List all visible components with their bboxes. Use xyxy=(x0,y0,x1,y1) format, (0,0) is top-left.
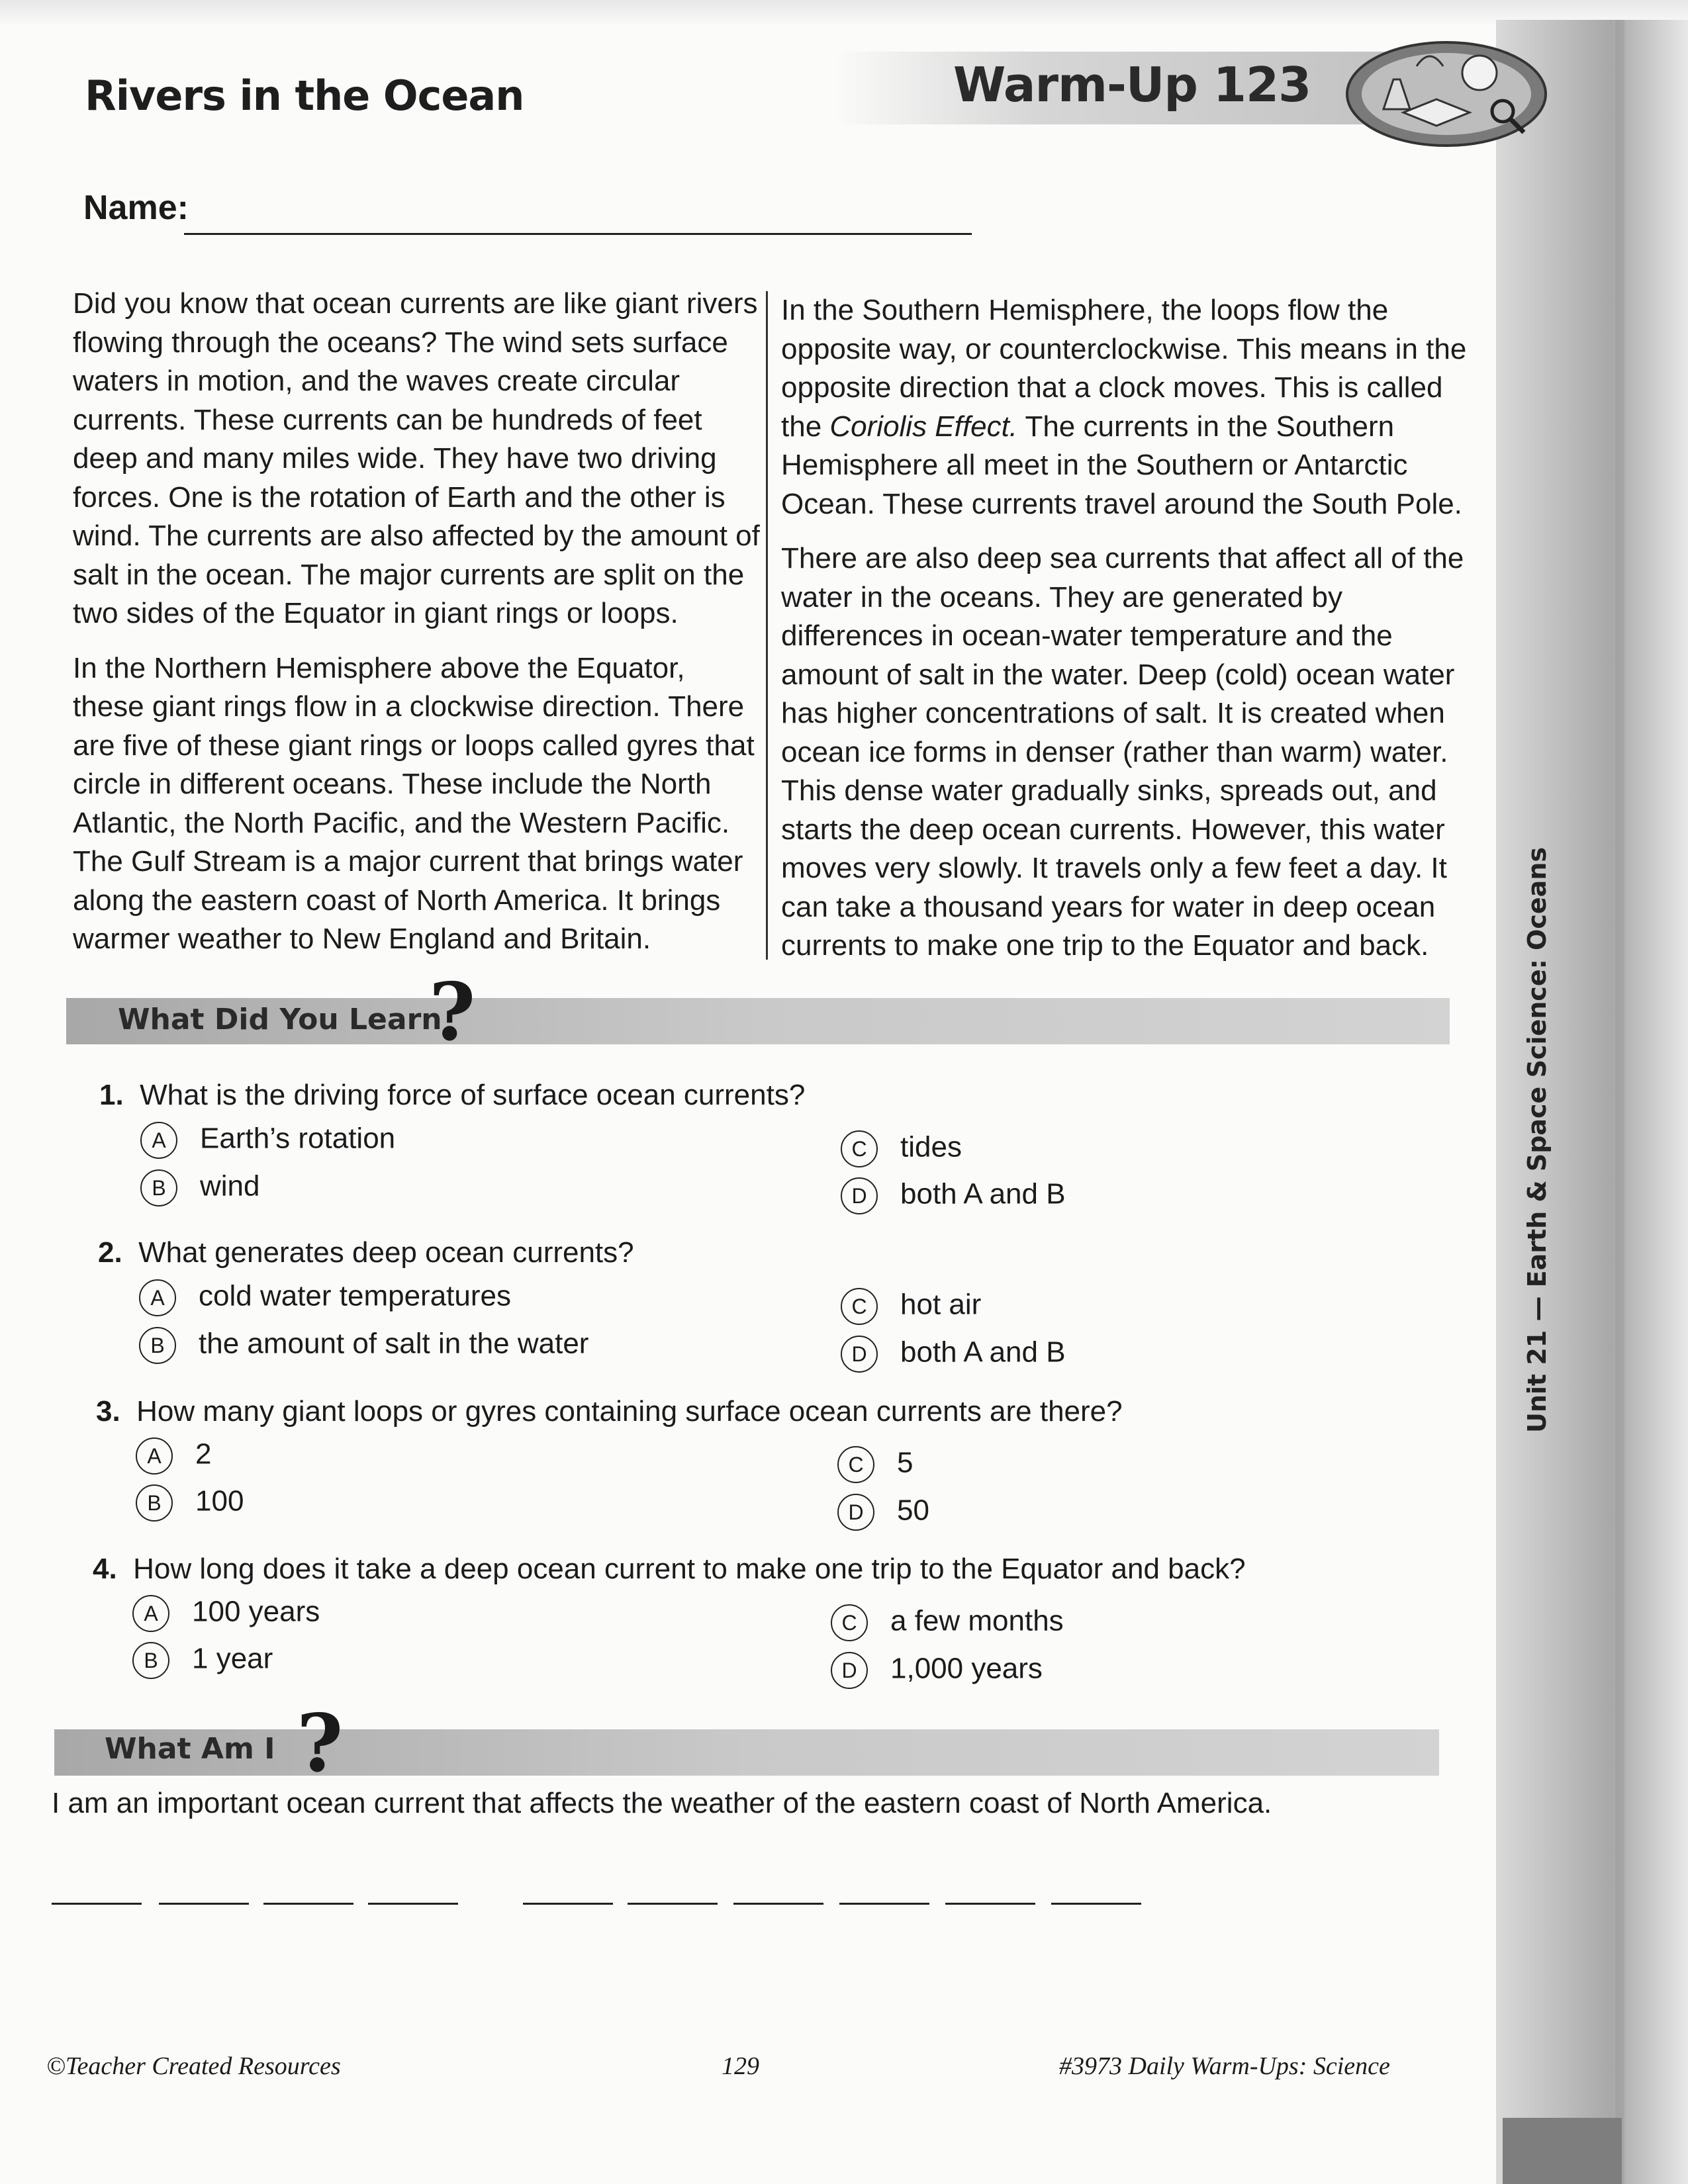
option-letter: C xyxy=(841,1130,878,1167)
option-text: wind xyxy=(200,1169,260,1203)
option-letter: B xyxy=(140,1169,177,1206)
option-letter: D xyxy=(841,1336,878,1373)
option-text: a few months xyxy=(890,1604,1064,1637)
answer-option[interactable] xyxy=(837,1494,929,1531)
option-text: both A and B xyxy=(900,1336,1066,1369)
answer-option[interactable] xyxy=(837,1446,913,1483)
option-letter: A xyxy=(140,1122,177,1159)
answer-blank[interactable] xyxy=(263,1903,353,1905)
question-2 xyxy=(98,1236,634,1269)
answer-blank[interactable] xyxy=(52,1903,142,1905)
option-letter: B xyxy=(139,1327,176,1364)
answer-option[interactable] xyxy=(132,1595,320,1632)
scan-top-edge xyxy=(0,0,1688,26)
passage-text: The currents in the Southern Hemisphere all meet in the Southern or Antarctic Ocean. These currents travel around the South Pole. xyxy=(781,410,1462,520)
option-text: 50 xyxy=(897,1494,929,1527)
answer-blank[interactable] xyxy=(159,1903,249,1905)
option-text: tides xyxy=(900,1130,962,1163)
answer-blank[interactable] xyxy=(523,1903,613,1905)
answer-option[interactable] xyxy=(841,1288,981,1325)
option-text: the amount of salt in the water xyxy=(199,1327,589,1360)
answer-option[interactable] xyxy=(831,1652,1043,1689)
warmup-label: Warm-Up 123 xyxy=(953,57,1311,113)
question-text: What generates deep ocean currents? xyxy=(138,1236,634,1269)
option-letter: B xyxy=(132,1642,169,1679)
question-1 xyxy=(99,1079,805,1112)
answer-blank[interactable] xyxy=(368,1903,458,1905)
am-i-section-title: What Am I xyxy=(105,1732,275,1766)
answer-option[interactable] xyxy=(140,1169,260,1206)
science-logo-icon xyxy=(1337,33,1556,152)
passage-paragraph: In the Northern Hemisphere above the Equator, these giant rings flow in a clockwise direction. There are five of these giant rings or loops called gyres that circle in different oceans. These include the North Atlantic, the North Pacific, and the Western Pacific. The Gulf Stream is a major current that brings water along the eastern coast of North America. It brings warmer weather to New England and Britain. xyxy=(73,651,755,955)
passage-term: Coriolis Effect. xyxy=(829,410,1018,443)
option-text: 5 xyxy=(897,1446,914,1479)
page-title: Rivers in the Ocean xyxy=(85,71,524,120)
answer-option[interactable] xyxy=(841,1130,962,1167)
option-letter: D xyxy=(831,1652,868,1689)
answer-option[interactable] xyxy=(136,1437,211,1475)
option-text: 100 xyxy=(195,1484,244,1518)
option-text: 1 year xyxy=(192,1642,273,1675)
answer-option[interactable] xyxy=(831,1604,1064,1641)
option-text: both A and B xyxy=(900,1177,1066,1210)
question-4 xyxy=(93,1553,1246,1586)
question-text: What is the driving force of surface ocean currents? xyxy=(140,1079,806,1111)
passage-right-column xyxy=(781,291,1470,981)
name-input-line[interactable] xyxy=(184,233,972,235)
question-mark-icon: ? xyxy=(297,1697,344,1790)
question-mark-icon: ? xyxy=(429,966,476,1059)
option-letter: A xyxy=(139,1279,176,1316)
option-text: Earth’s rotation xyxy=(200,1122,396,1155)
option-letter: C xyxy=(831,1604,868,1641)
option-text: 1,000 years xyxy=(890,1652,1043,1685)
option-text: hot air xyxy=(900,1288,982,1321)
option-letter: C xyxy=(841,1288,878,1325)
answer-option[interactable] xyxy=(136,1484,244,1522)
answer-option[interactable] xyxy=(841,1336,1066,1373)
option-letter: D xyxy=(841,1177,878,1214)
option-letter: A xyxy=(136,1437,173,1475)
option-text: 100 years xyxy=(192,1595,320,1628)
answer-blank[interactable] xyxy=(839,1903,929,1905)
answer-option[interactable] xyxy=(139,1279,511,1316)
passage-paragraph xyxy=(781,291,1470,523)
answer-option[interactable] xyxy=(140,1122,395,1159)
answer-blank[interactable] xyxy=(733,1903,823,1905)
question-number: 1. xyxy=(99,1079,124,1111)
answer-option[interactable] xyxy=(132,1642,273,1679)
unit-sidebar-label: Unit 21 — Earth & Space Science: Oceans xyxy=(1523,847,1552,1433)
name-label: Name: xyxy=(83,189,189,227)
passage-text: In the Southern Hemisphere, the loops flow the opposite way, or counterclockwise. This means in the opposite direction that a clock moves. This is called the xyxy=(781,294,1467,443)
option-text: cold water temperatures xyxy=(199,1279,511,1312)
answer-blank[interactable] xyxy=(1051,1903,1141,1905)
option-letter: C xyxy=(837,1446,874,1483)
question-number: 4. xyxy=(93,1553,117,1585)
option-letter: A xyxy=(132,1595,169,1632)
option-text: 2 xyxy=(195,1437,212,1471)
question-3 xyxy=(96,1395,1123,1428)
question-text: How long does it take a deep ocean current to make one trip to the Equator and back? xyxy=(133,1553,1246,1585)
question-text: How many giant loops or gyres containing surface ocean currents are there? xyxy=(136,1395,1123,1428)
learn-section-title: What Did You Learn xyxy=(118,1003,442,1036)
footer-publisher: ©Teacher Created Resources xyxy=(46,2052,341,2080)
passage-paragraph: Did you know that ocean currents are like giant rivers flowing through the oceans? The wind sets surface waters in motion, and the waves create circular currents. These currents can be hundreds of feet deep and many miles wide. They have two driving forces. One is the rotation of Earth and the other is wind. The currents are also affected by the amount of salt in the ocean. The major currents are split on the two sides of the Equator in giant rings or loops. xyxy=(73,287,760,629)
answer-option[interactable] xyxy=(139,1327,588,1364)
question-number: 2. xyxy=(98,1236,122,1269)
page-edge-strip xyxy=(1615,20,1624,2184)
footer-book-title: #3973 Daily Warm-Ups: Science xyxy=(1059,2052,1390,2080)
passage-left-column xyxy=(73,285,761,975)
page-corner-shadow xyxy=(1503,2118,1622,2184)
option-letter: B xyxy=(136,1484,173,1522)
passage-paragraph: There are also deep sea currents that affect all of the water in the oceans. They are generated by differences in ocean-water temperature and the amount of salt in the water. Deep (cold) ocean water has higher concentrations of salt. It is created when ocean ice forms in denser (rather than warm) water. This dense water gradually sinks, spreads out, and starts the deep ocean currents. However, this water moves very slowly. It travels only a few feet a day. It can take a thousand years for water in deep ocean currents to make one trip to the Equator and back. xyxy=(781,542,1464,962)
answer-blank[interactable] xyxy=(945,1903,1035,1905)
question-number: 3. xyxy=(96,1395,120,1428)
answer-option[interactable] xyxy=(841,1177,1066,1214)
answer-blank[interactable] xyxy=(628,1903,718,1905)
column-divider xyxy=(766,291,768,960)
option-letter: D xyxy=(837,1494,874,1531)
footer-page-number: 129 xyxy=(722,2052,759,2080)
riddle-prompt: I am an important ocean current that affects the weather of the eastern coast of North America. xyxy=(52,1787,1272,1819)
